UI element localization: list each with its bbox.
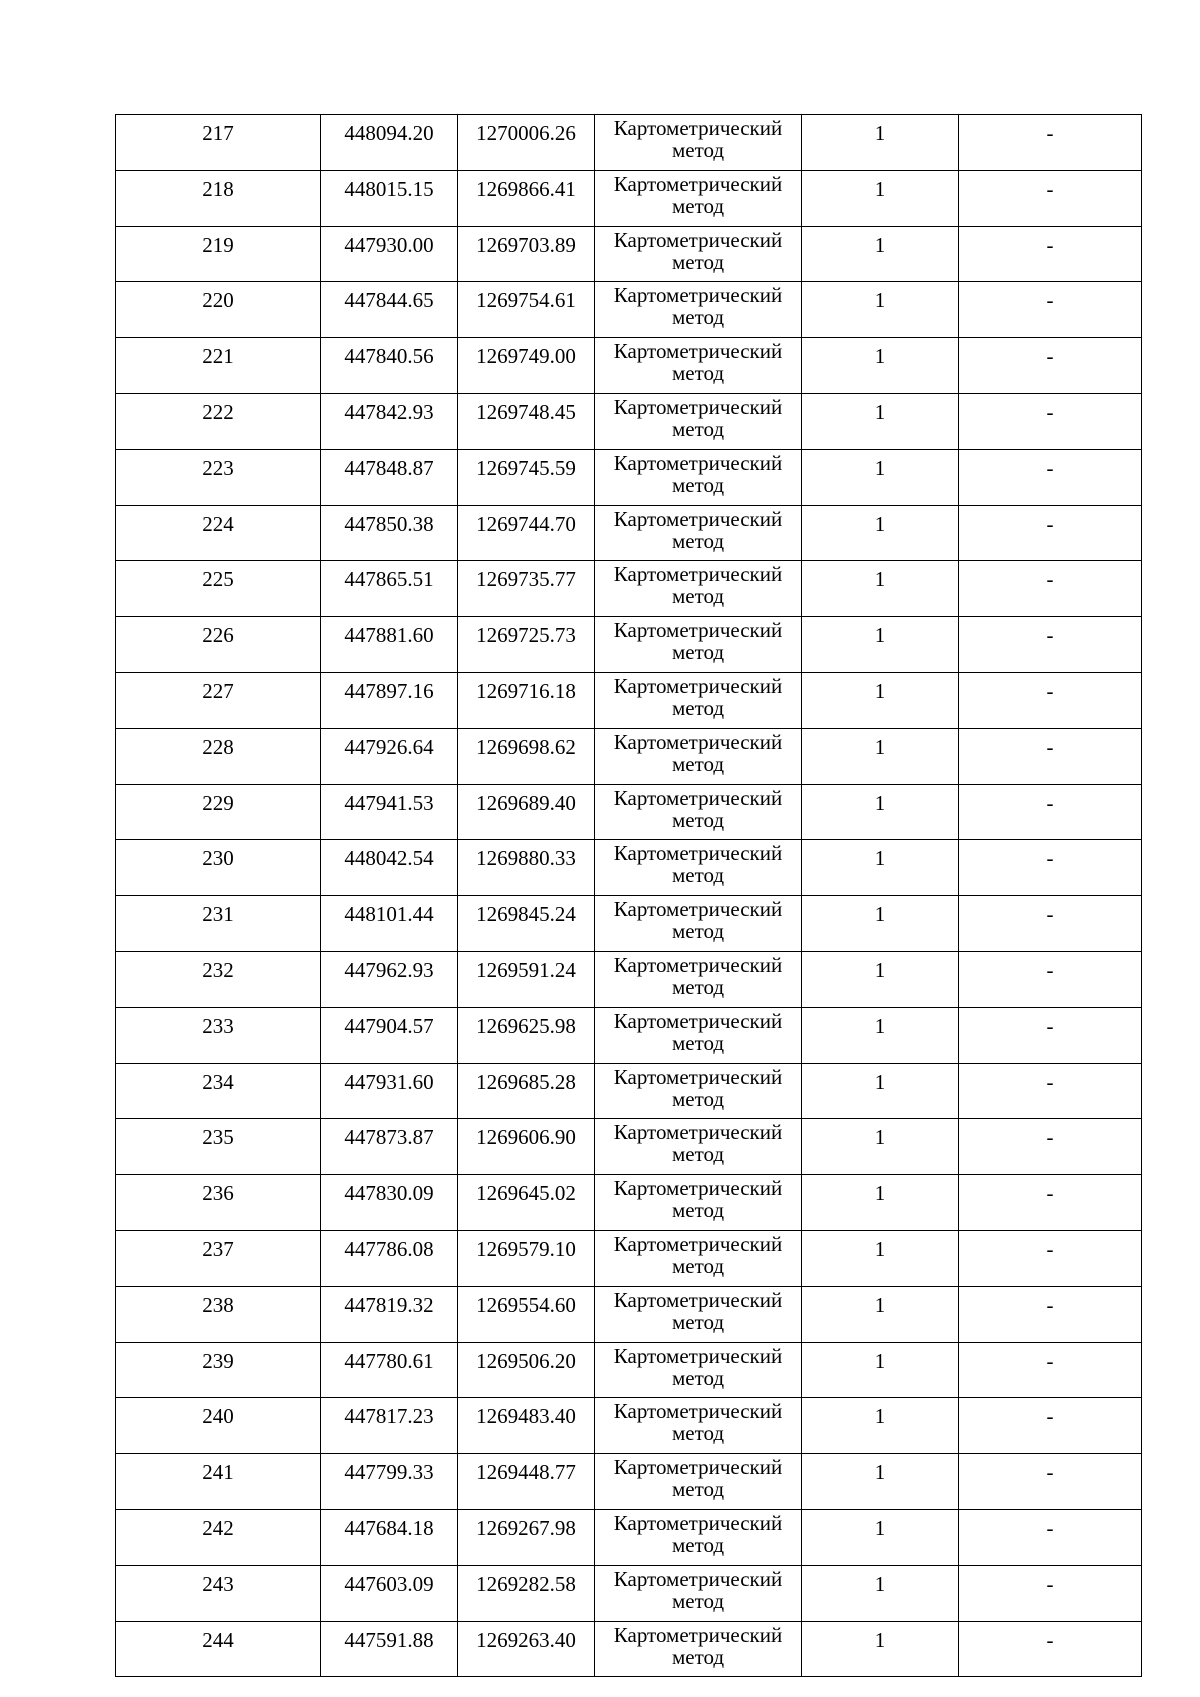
coord-x-cell: 447962.93 xyxy=(321,951,458,1007)
accuracy-cell: 1 xyxy=(802,617,959,673)
coord-y-cell: 1270006.26 xyxy=(458,115,595,171)
method-cell: Картометрический метод xyxy=(595,1342,802,1398)
coord-x-cell: 447897.16 xyxy=(321,672,458,728)
method-cell: Картометрический метод xyxy=(595,1565,802,1621)
coord-x-cell: 448101.44 xyxy=(321,896,458,952)
coord-y-cell: 1269744.70 xyxy=(458,505,595,561)
description-cell: - xyxy=(959,728,1142,784)
method-cell: Картометрический метод xyxy=(595,1119,802,1175)
coord-x-cell: 447931.60 xyxy=(321,1063,458,1119)
point-number-cell: 239 xyxy=(116,1342,321,1398)
accuracy-cell: 1 xyxy=(802,170,959,226)
coord-x-cell: 447819.32 xyxy=(321,1286,458,1342)
table-row xyxy=(116,1175,1142,1231)
accuracy-cell: 1 xyxy=(802,784,959,840)
table-row xyxy=(116,115,1142,171)
description-cell: - xyxy=(959,449,1142,505)
method-cell: Картометрический метод xyxy=(595,1063,802,1119)
coord-x-cell: 448015.15 xyxy=(321,170,458,226)
point-number-cell: 222 xyxy=(116,393,321,449)
coord-y-cell: 1269506.20 xyxy=(458,1342,595,1398)
description-cell: - xyxy=(959,226,1142,282)
point-number-cell: 237 xyxy=(116,1230,321,1286)
coord-y-cell: 1269725.73 xyxy=(458,617,595,673)
accuracy-cell: 1 xyxy=(802,505,959,561)
coord-x-cell: 447780.61 xyxy=(321,1342,458,1398)
table-row xyxy=(116,449,1142,505)
accuracy-cell: 1 xyxy=(802,1621,959,1677)
coord-x-cell: 447865.51 xyxy=(321,561,458,617)
accuracy-cell: 1 xyxy=(802,728,959,784)
point-number-cell: 241 xyxy=(116,1454,321,1510)
table-row xyxy=(116,1342,1142,1398)
method-cell: Картометрический метод xyxy=(595,951,802,1007)
description-cell: - xyxy=(959,561,1142,617)
table-row xyxy=(116,1565,1142,1621)
coord-x-cell: 447848.87 xyxy=(321,449,458,505)
table-row xyxy=(116,282,1142,338)
method-cell: Картометрический метод xyxy=(595,505,802,561)
accuracy-cell: 1 xyxy=(802,672,959,728)
description-cell: - xyxy=(959,784,1142,840)
accuracy-cell: 1 xyxy=(802,840,959,896)
table-row xyxy=(116,1454,1142,1510)
coord-y-cell: 1269880.33 xyxy=(458,840,595,896)
coord-x-cell: 447873.87 xyxy=(321,1119,458,1175)
point-number-cell: 243 xyxy=(116,1565,321,1621)
point-number-cell: 223 xyxy=(116,449,321,505)
accuracy-cell: 1 xyxy=(802,1119,959,1175)
accuracy-cell: 1 xyxy=(802,1342,959,1398)
coord-y-cell: 1269866.41 xyxy=(458,170,595,226)
table-row xyxy=(116,393,1142,449)
method-cell: Картометрический метод xyxy=(595,1175,802,1231)
point-number-cell: 227 xyxy=(116,672,321,728)
coord-x-cell: 447817.23 xyxy=(321,1398,458,1454)
description-cell: - xyxy=(959,1398,1142,1454)
point-number-cell: 230 xyxy=(116,840,321,896)
table-row xyxy=(116,1509,1142,1565)
table-row xyxy=(116,1286,1142,1342)
point-number-cell: 217 xyxy=(116,115,321,171)
accuracy-cell: 1 xyxy=(802,1286,959,1342)
coord-y-cell: 1269845.24 xyxy=(458,896,595,952)
coord-x-cell: 447840.56 xyxy=(321,338,458,394)
accuracy-cell: 1 xyxy=(802,393,959,449)
description-cell: - xyxy=(959,1286,1142,1342)
coord-y-cell: 1269749.00 xyxy=(458,338,595,394)
point-number-cell: 219 xyxy=(116,226,321,282)
coord-x-cell: 448094.20 xyxy=(321,115,458,171)
accuracy-cell: 1 xyxy=(802,896,959,952)
description-cell: - xyxy=(959,1621,1142,1677)
coord-y-cell: 1269625.98 xyxy=(458,1007,595,1063)
accuracy-cell: 1 xyxy=(802,1509,959,1565)
method-cell: Картометрический метод xyxy=(595,840,802,896)
method-cell: Картометрический метод xyxy=(595,784,802,840)
method-cell: Картометрический метод xyxy=(595,728,802,784)
coord-x-cell: 447591.88 xyxy=(321,1621,458,1677)
description-cell: - xyxy=(959,1007,1142,1063)
coord-y-cell: 1269267.98 xyxy=(458,1509,595,1565)
table-row xyxy=(116,505,1142,561)
accuracy-cell: 1 xyxy=(802,282,959,338)
description-cell: - xyxy=(959,282,1142,338)
point-number-cell: 225 xyxy=(116,561,321,617)
coord-x-cell: 447684.18 xyxy=(321,1509,458,1565)
description-cell: - xyxy=(959,393,1142,449)
coord-x-cell: 447881.60 xyxy=(321,617,458,673)
point-number-cell: 220 xyxy=(116,282,321,338)
coord-y-cell: 1269745.59 xyxy=(458,449,595,505)
accuracy-cell: 1 xyxy=(802,1063,959,1119)
description-cell: - xyxy=(959,617,1142,673)
point-number-cell: 226 xyxy=(116,617,321,673)
coordinates-table-body xyxy=(116,115,1142,1677)
method-cell: Картометрический метод xyxy=(595,170,802,226)
table-row xyxy=(116,338,1142,394)
description-cell: - xyxy=(959,672,1142,728)
coord-x-cell: 448042.54 xyxy=(321,840,458,896)
method-cell: Картометрический метод xyxy=(595,1398,802,1454)
point-number-cell: 242 xyxy=(116,1509,321,1565)
description-cell: - xyxy=(959,1119,1142,1175)
table-row xyxy=(116,672,1142,728)
coord-y-cell: 1269716.18 xyxy=(458,672,595,728)
table-row xyxy=(116,951,1142,1007)
point-number-cell: 236 xyxy=(116,1175,321,1231)
description-cell: - xyxy=(959,1175,1142,1231)
coord-x-cell: 447941.53 xyxy=(321,784,458,840)
description-cell: - xyxy=(959,951,1142,1007)
description-cell: - xyxy=(959,840,1142,896)
accuracy-cell: 1 xyxy=(802,1454,959,1510)
table-row xyxy=(116,840,1142,896)
coordinates-table xyxy=(115,114,1142,1677)
method-cell: Картометрический метод xyxy=(595,393,802,449)
point-number-cell: 218 xyxy=(116,170,321,226)
coord-y-cell: 1269689.40 xyxy=(458,784,595,840)
table-row xyxy=(116,896,1142,952)
accuracy-cell: 1 xyxy=(802,1565,959,1621)
method-cell: Картометрический метод xyxy=(595,672,802,728)
method-cell: Картометрический метод xyxy=(595,226,802,282)
description-cell: - xyxy=(959,170,1142,226)
accuracy-cell: 1 xyxy=(802,1007,959,1063)
accuracy-cell: 1 xyxy=(802,226,959,282)
accuracy-cell: 1 xyxy=(802,338,959,394)
method-cell: Картометрический метод xyxy=(595,617,802,673)
coord-x-cell: 447830.09 xyxy=(321,1175,458,1231)
method-cell: Картометрический метод xyxy=(595,896,802,952)
method-cell: Картометрический метод xyxy=(595,561,802,617)
description-cell: - xyxy=(959,1454,1142,1510)
point-number-cell: 235 xyxy=(116,1119,321,1175)
table-row xyxy=(116,1119,1142,1175)
accuracy-cell: 1 xyxy=(802,1175,959,1231)
method-cell: Картометрический метод xyxy=(595,1230,802,1286)
point-number-cell: 234 xyxy=(116,1063,321,1119)
coord-y-cell: 1269448.77 xyxy=(458,1454,595,1510)
point-number-cell: 244 xyxy=(116,1621,321,1677)
coord-x-cell: 447603.09 xyxy=(321,1565,458,1621)
point-number-cell: 229 xyxy=(116,784,321,840)
method-cell: Картометрический метод xyxy=(595,1621,802,1677)
method-cell: Картометрический метод xyxy=(595,338,802,394)
coord-y-cell: 1269554.60 xyxy=(458,1286,595,1342)
description-cell: - xyxy=(959,338,1142,394)
coord-x-cell: 447844.65 xyxy=(321,282,458,338)
point-number-cell: 240 xyxy=(116,1398,321,1454)
accuracy-cell: 1 xyxy=(802,951,959,1007)
point-number-cell: 233 xyxy=(116,1007,321,1063)
table-row xyxy=(116,728,1142,784)
method-cell: Картометрический метод xyxy=(595,1454,802,1510)
coord-y-cell: 1269606.90 xyxy=(458,1119,595,1175)
coord-y-cell: 1269698.62 xyxy=(458,728,595,784)
point-number-cell: 238 xyxy=(116,1286,321,1342)
coord-y-cell: 1269754.61 xyxy=(458,282,595,338)
accuracy-cell: 1 xyxy=(802,449,959,505)
coord-x-cell: 447926.64 xyxy=(321,728,458,784)
table-row xyxy=(116,170,1142,226)
coord-x-cell: 447786.08 xyxy=(321,1230,458,1286)
description-cell: - xyxy=(959,1342,1142,1398)
method-cell: Картометрический метод xyxy=(595,449,802,505)
table-row xyxy=(116,1230,1142,1286)
accuracy-cell: 1 xyxy=(802,1230,959,1286)
point-number-cell: 231 xyxy=(116,896,321,952)
description-cell: - xyxy=(959,1230,1142,1286)
coord-y-cell: 1269591.24 xyxy=(458,951,595,1007)
coord-y-cell: 1269645.02 xyxy=(458,1175,595,1231)
description-cell: - xyxy=(959,505,1142,561)
table-row xyxy=(116,226,1142,282)
point-number-cell: 228 xyxy=(116,728,321,784)
table-row xyxy=(116,561,1142,617)
coord-y-cell: 1269579.10 xyxy=(458,1230,595,1286)
coord-y-cell: 1269282.58 xyxy=(458,1565,595,1621)
coord-x-cell: 447842.93 xyxy=(321,393,458,449)
method-cell: Картометрический метод xyxy=(595,282,802,338)
coord-x-cell: 447904.57 xyxy=(321,1007,458,1063)
coord-y-cell: 1269483.40 xyxy=(458,1398,595,1454)
description-cell: - xyxy=(959,896,1142,952)
coord-x-cell: 447799.33 xyxy=(321,1454,458,1510)
point-number-cell: 232 xyxy=(116,951,321,1007)
table-row xyxy=(116,784,1142,840)
coord-y-cell: 1269748.45 xyxy=(458,393,595,449)
coord-y-cell: 1269735.77 xyxy=(458,561,595,617)
accuracy-cell: 1 xyxy=(802,561,959,617)
accuracy-cell: 1 xyxy=(802,115,959,171)
table-row xyxy=(116,1398,1142,1454)
description-cell: - xyxy=(959,1063,1142,1119)
coord-y-cell: 1269703.89 xyxy=(458,226,595,282)
method-cell: Картометрический метод xyxy=(595,1286,802,1342)
method-cell: Картометрический метод xyxy=(595,1007,802,1063)
method-cell: Картометрический метод xyxy=(595,1509,802,1565)
method-cell: Картометрический метод xyxy=(595,115,802,171)
coord-x-cell: 447930.00 xyxy=(321,226,458,282)
table-row xyxy=(116,1007,1142,1063)
table-row xyxy=(116,1621,1142,1677)
point-number-cell: 221 xyxy=(116,338,321,394)
table-row xyxy=(116,1063,1142,1119)
description-cell: - xyxy=(959,1509,1142,1565)
point-number-cell: 224 xyxy=(116,505,321,561)
description-cell: - xyxy=(959,1565,1142,1621)
coord-y-cell: 1269263.40 xyxy=(458,1621,595,1677)
description-cell: - xyxy=(959,115,1142,171)
accuracy-cell: 1 xyxy=(802,1398,959,1454)
coord-x-cell: 447850.38 xyxy=(321,505,458,561)
coord-y-cell: 1269685.28 xyxy=(458,1063,595,1119)
table-row xyxy=(116,617,1142,673)
